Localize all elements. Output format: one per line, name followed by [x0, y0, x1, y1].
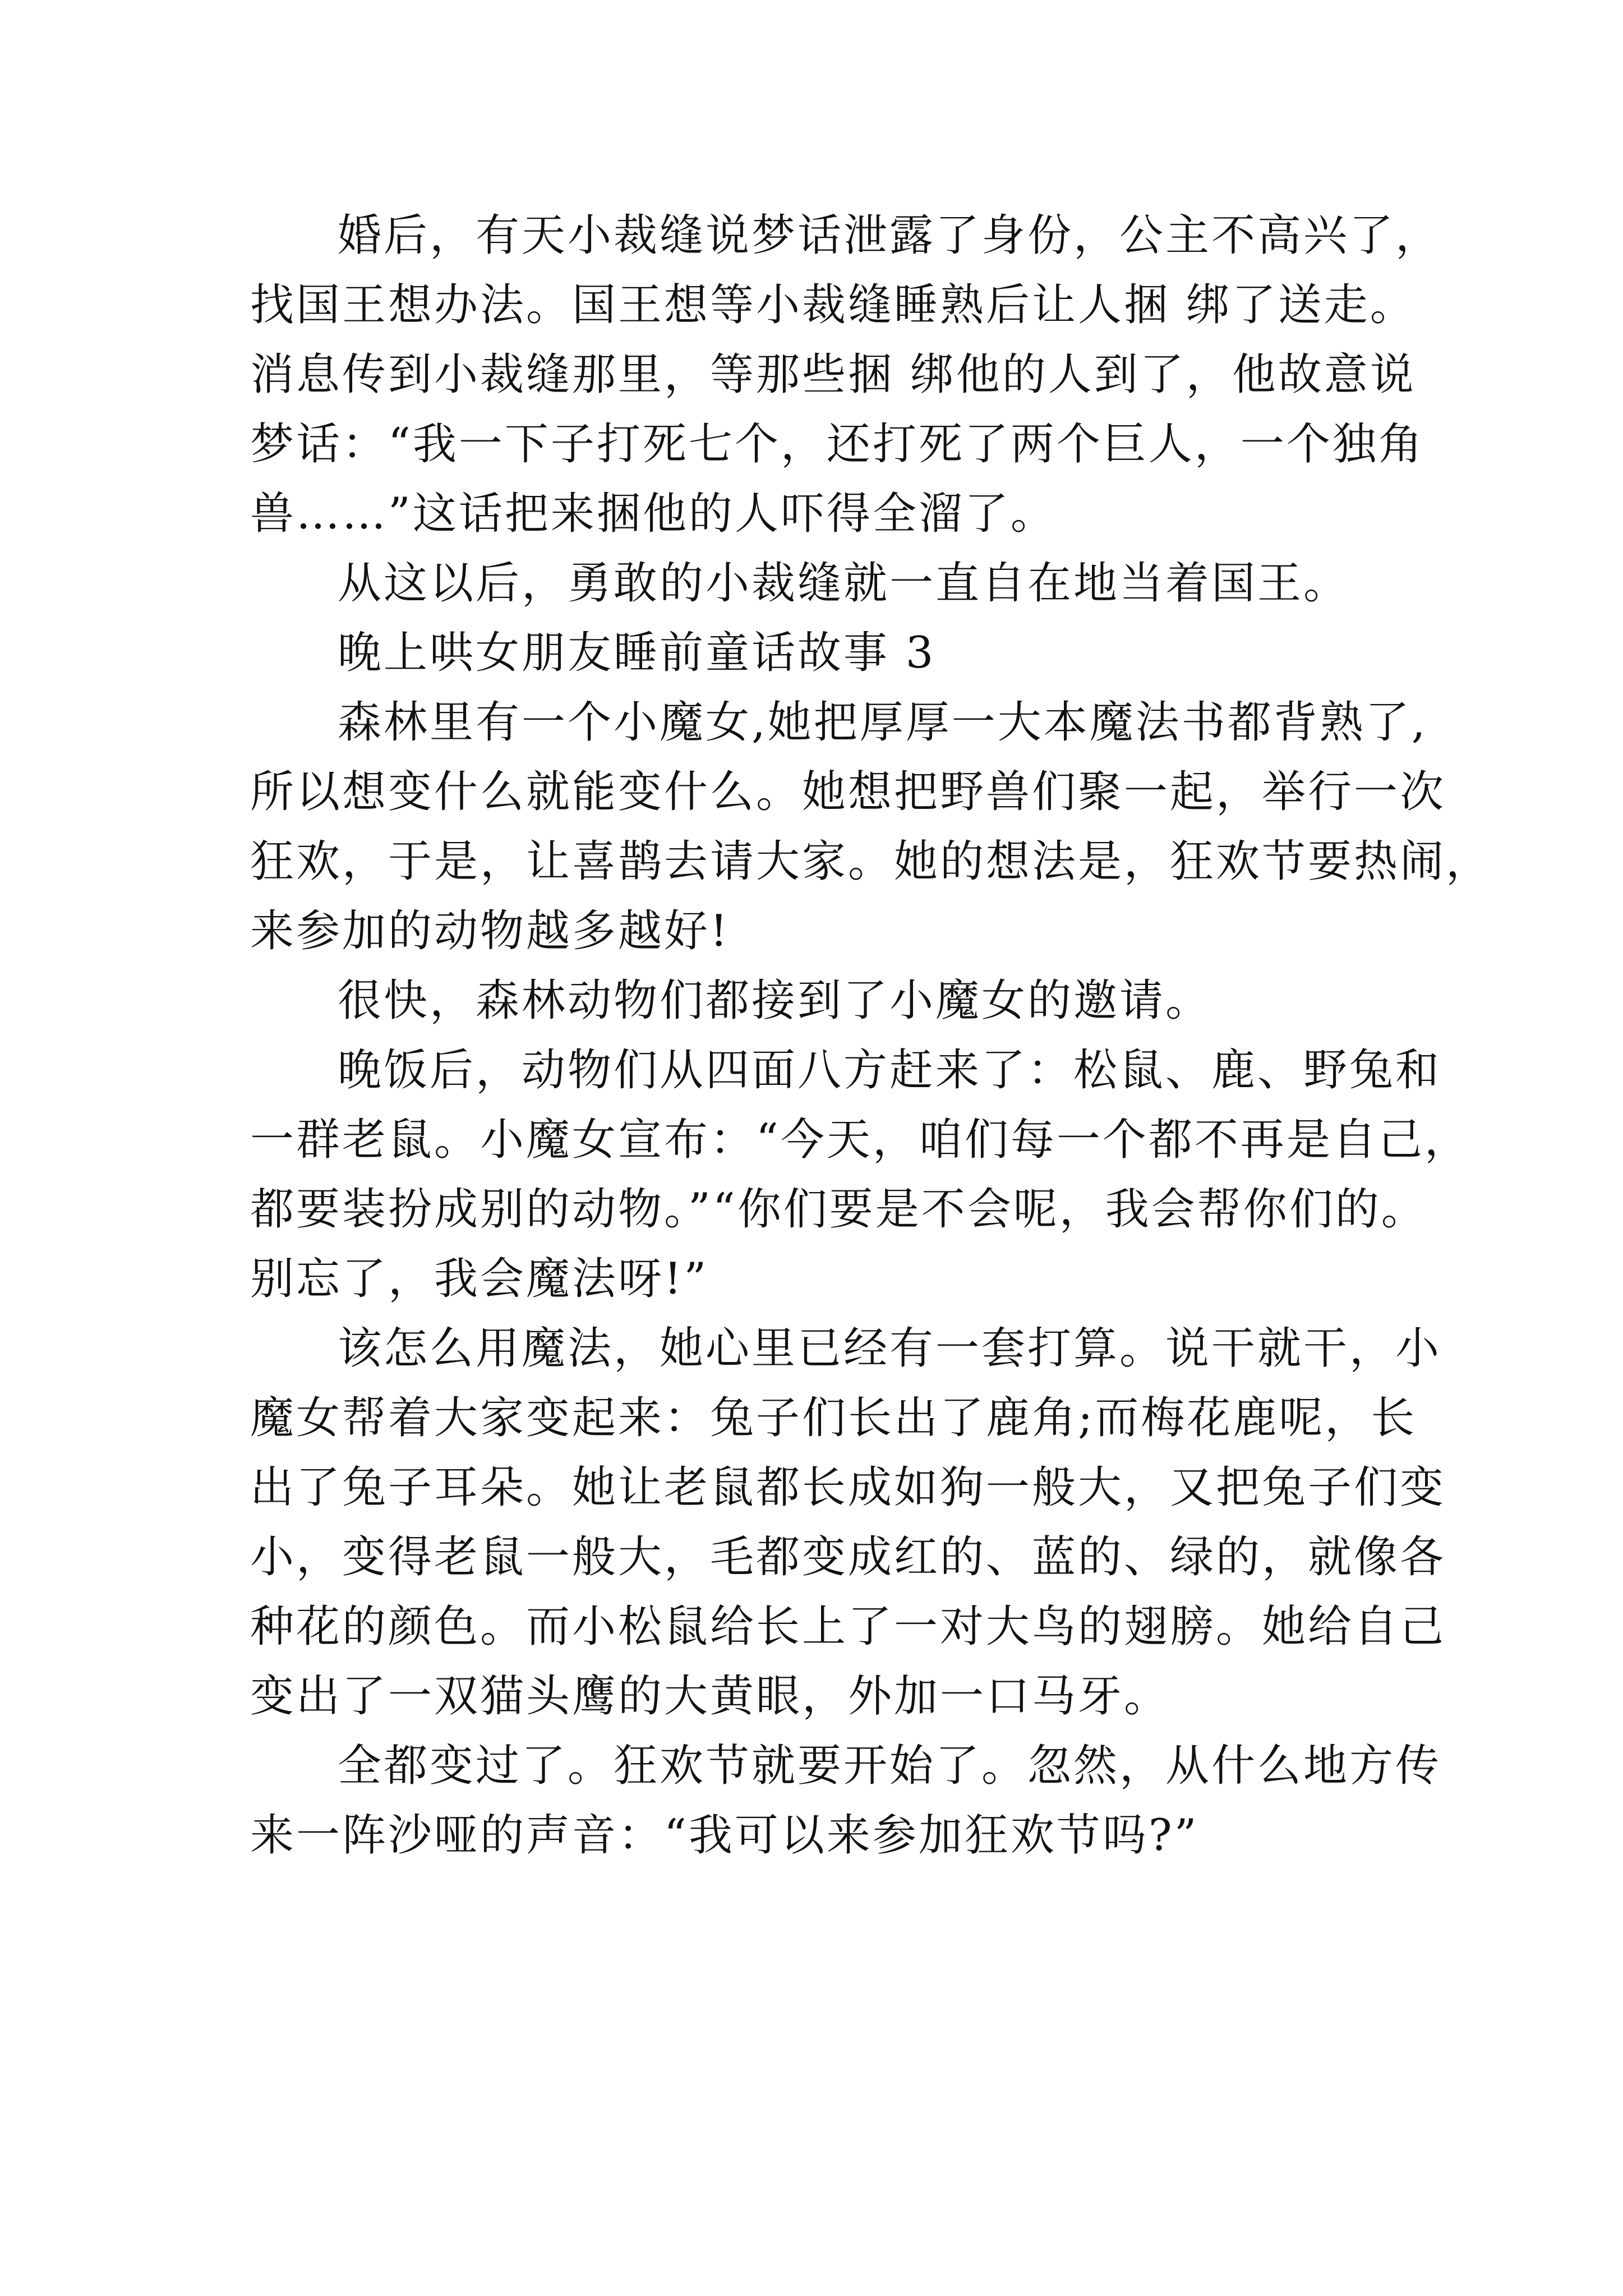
- text-line: 来一阵沙哑的声音：“我可以来参加狂欢节吗?”: [250, 1810, 1199, 1861]
- text-line: 来参加的动物越多越好!: [250, 906, 730, 956]
- paragraph-2: [250, 549, 1400, 618]
- text-line: 别忘了，我会魔法呀!”: [250, 1254, 709, 1304]
- text-line: 魔女帮着大家变起来：兔子们长出了鹿角;而梅花鹿呢，长: [250, 1393, 1417, 1443]
- text-line: 变出了一双猫头鹰的大黄眼，外加一口马牙。: [250, 1671, 1170, 1722]
- text-line: 晚饭后，动物们从四面八方赶来了：松鼠、鹿、野兔和: [338, 1045, 1442, 1096]
- text-line: 找国王想办法。国王想等小裁缝睡熟后让人捆 绑了送走。: [250, 280, 1416, 330]
- text-line: 狂欢，于是，让喜鹊去请大家。她的想法是，狂欢节要热闹，: [250, 836, 1492, 887]
- paragraph-7: [250, 1314, 1446, 1731]
- text-line: 从这以后，勇敢的小裁缝就一直自在地当着国王。: [338, 558, 1350, 609]
- text-line: 该怎么用魔法，她心里已经有一套打算。说干就干，小: [338, 1323, 1442, 1374]
- paragraph-8: [250, 1731, 1442, 1870]
- text-line: 都要装扮成别的动物。”“你们要是不会呢，我会帮你们的。: [250, 1184, 1427, 1235]
- text-line: 所以想变什么就能变什么。她想把野兽们聚一起，举行一次: [250, 767, 1446, 817]
- paragraph-1: [250, 201, 1442, 549]
- text-line: 一群老鼠。小魔女宣布：“今天，咱们每一个都不再是自己，: [250, 1115, 1470, 1165]
- text-line: 梦话：“我一下子打死七个，还打死了两个巨人，一个独角: [250, 419, 1424, 470]
- section-heading: [250, 618, 1400, 688]
- heading-line: 晚上哄女朋友睡前童话故事 3: [338, 628, 936, 678]
- paragraph-4: [250, 688, 1492, 966]
- text-line: 消息传到小裁缝那里，等那些捆 绑他的人到了，他故意说: [250, 349, 1416, 400]
- text-line: 种花的颜色。而小松鼠给长上了一对大鸟的翅膀。她给自己: [250, 1602, 1446, 1652]
- paragraph-5: [250, 966, 1400, 1036]
- text-line: 兽……”这话把来捆他的人吓得全溜了。: [250, 489, 1057, 539]
- text-line: 小，变得老鼠一般大，毛都变成红的、蓝的、绿的，就像各: [250, 1532, 1446, 1582]
- document-body: [250, 201, 1492, 1870]
- text-line: 出了兔子耳朵。她让老鼠都长成如狗一般大，又把兔子们变: [250, 1462, 1446, 1513]
- text-line: 全都变过了。狂欢节就要开始了。忽然，从什么地方传: [338, 1741, 1442, 1791]
- text-line: 婚后，有天小裁缝说梦话泄露了身份，公主不高兴了，: [338, 210, 1442, 261]
- paragraph-6: [250, 1036, 1470, 1314]
- text-line: 森林里有一个小魔女,她把厚厚一大本魔法书都背熟了,: [338, 697, 1428, 748]
- text-line: 很快，森林动物们都接到了小魔女的邀请。: [338, 976, 1212, 1026]
